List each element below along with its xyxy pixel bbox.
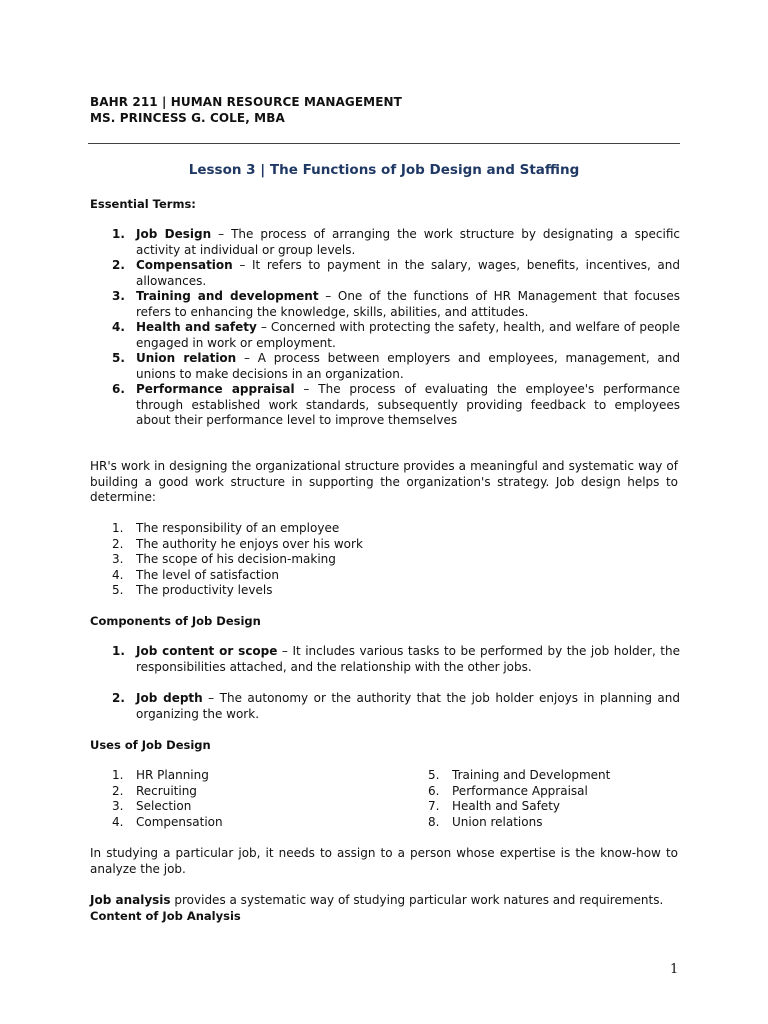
term-number: 2. xyxy=(112,258,125,272)
term-definition: – One of the functions of HR Management that focuses refers to enhancing the knowledge, skills, abilities, and attitudes. xyxy=(136,289,680,319)
use-number: 7. xyxy=(428,799,440,813)
term-item xyxy=(90,258,680,289)
component-name: Job content or scope xyxy=(136,644,278,658)
instructor-header: MS. PRINCESS G. COLE, MBA xyxy=(90,111,285,125)
component-definition: – It includes various tasks to be performed by the job holder, the responsibilities attached, and the relationship with the other jobs. xyxy=(136,644,680,674)
use-text: Compensation xyxy=(136,814,223,829)
list-item xyxy=(90,583,680,599)
use-item xyxy=(406,784,680,800)
content-heading: Content of Job Analysis xyxy=(90,909,241,923)
term-name: Job Design xyxy=(136,227,212,241)
job-analysis-paragraph xyxy=(90,893,678,909)
studying-paragraph: In studying a particular job, it needs to assign to a person whose expertise is the know-how to analyze the job. xyxy=(90,846,678,876)
uses-right-column xyxy=(406,768,680,830)
list-item xyxy=(90,537,680,553)
use-text: Training and Development xyxy=(452,768,611,782)
component-item xyxy=(90,644,680,675)
term-number: 4. xyxy=(112,320,125,334)
term-definition: – It refers to payment in the salary, wages, benefits, incentives, and allowances. xyxy=(136,258,680,288)
term-name: Performance appraisal xyxy=(136,382,295,396)
use-number: 1. xyxy=(112,768,124,782)
use-number: 2. xyxy=(112,783,124,798)
use-item xyxy=(406,768,680,784)
term-number: 1. xyxy=(112,227,125,241)
list-number: 1. xyxy=(112,521,124,535)
page-number: 1 xyxy=(670,962,679,977)
use-number: 3. xyxy=(112,799,124,813)
list-text: The scope of his decision-making xyxy=(136,552,336,566)
use-text: Health and Safety xyxy=(452,799,560,813)
term-name: Union relation xyxy=(136,351,237,365)
term-item xyxy=(90,351,680,382)
term-number: 5. xyxy=(112,351,125,365)
term-number: 3. xyxy=(112,289,125,303)
list-number: 5. xyxy=(112,583,124,597)
term-name: Training and development xyxy=(136,289,319,303)
use-text: Performance Appraisal xyxy=(452,783,588,798)
term-item xyxy=(90,289,680,320)
component-number: 2. xyxy=(112,691,125,705)
term-definition: – Concerned with protecting the safety, health, and welfare of people engaged in work or employment. xyxy=(136,320,680,350)
term-definition: – The process of arranging the work structure by designating a specific activity at individual or group levels. xyxy=(136,227,680,257)
use-item xyxy=(90,768,390,784)
use-item xyxy=(90,799,390,815)
list-text: The productivity levels xyxy=(136,583,273,597)
components-heading: Components of Job Design xyxy=(90,614,261,628)
term-item xyxy=(90,320,680,351)
uses-heading: Uses of Job Design xyxy=(90,738,211,752)
use-item xyxy=(406,815,680,831)
use-number: 6. xyxy=(428,783,440,798)
use-text: HR Planning xyxy=(136,768,209,782)
term-item xyxy=(90,382,680,429)
intro-paragraph: HR's work in designing the organizational structure provides a meaningful and systematic way of building a good work structure in supporting the organization's strategy. Job design helps to determine: xyxy=(90,459,678,504)
term-name: Health and safety xyxy=(136,320,257,334)
lesson-title: Lesson 3 | The Functions of Job Design and Staffing xyxy=(188,162,580,178)
use-text: Selection xyxy=(136,799,192,813)
job-analysis-text: provides a systematic way of studying particular work natures and requirements. xyxy=(170,893,664,907)
component-number: 1. xyxy=(112,644,125,658)
list-number: 3. xyxy=(112,552,124,566)
list-item xyxy=(90,568,680,584)
determine-list xyxy=(90,521,680,599)
list-item xyxy=(90,552,680,568)
use-number: 8. xyxy=(428,814,440,829)
use-number: 4. xyxy=(112,814,124,829)
use-text: Recruiting xyxy=(136,783,197,798)
use-number: 5. xyxy=(428,768,440,782)
term-definition: – The process of evaluating the employee's performance through established work standards, subsequently providing feedback to employees about their performance level to improve themselves xyxy=(136,382,680,427)
header-divider xyxy=(88,143,680,144)
term-definition: – A process between employers and employees, management, and unions to make decisions in an organization. xyxy=(136,351,680,381)
list-item xyxy=(90,521,680,537)
components-list xyxy=(90,644,680,722)
job-analysis-term: Job analysis xyxy=(90,893,171,907)
component-definition: – The autonomy or the authority that the job holder enjoys in planning and organizing the work. xyxy=(136,691,680,721)
term-number: 6. xyxy=(112,382,125,396)
essential-terms-list xyxy=(90,227,680,429)
list-number: 4. xyxy=(112,567,124,582)
list-text: The authority he enjoys over his work xyxy=(136,536,363,551)
term-item xyxy=(90,227,680,258)
use-item xyxy=(406,799,680,815)
list-number: 2. xyxy=(112,536,124,551)
component-name: Job depth xyxy=(136,691,203,705)
list-text: The level of satisfaction xyxy=(136,567,279,582)
uses-left-column xyxy=(90,768,390,830)
essential-terms-label: Essential Terms: xyxy=(90,197,196,211)
term-name: Compensation xyxy=(136,258,233,272)
use-item xyxy=(90,784,390,800)
component-item xyxy=(90,691,680,722)
list-text: The responsibility of an employee xyxy=(136,521,340,535)
use-text: Union relations xyxy=(452,814,543,829)
course-header: BAHR 211 | HUMAN RESOURCE MANAGEMENT xyxy=(90,95,402,109)
use-item xyxy=(90,815,390,831)
